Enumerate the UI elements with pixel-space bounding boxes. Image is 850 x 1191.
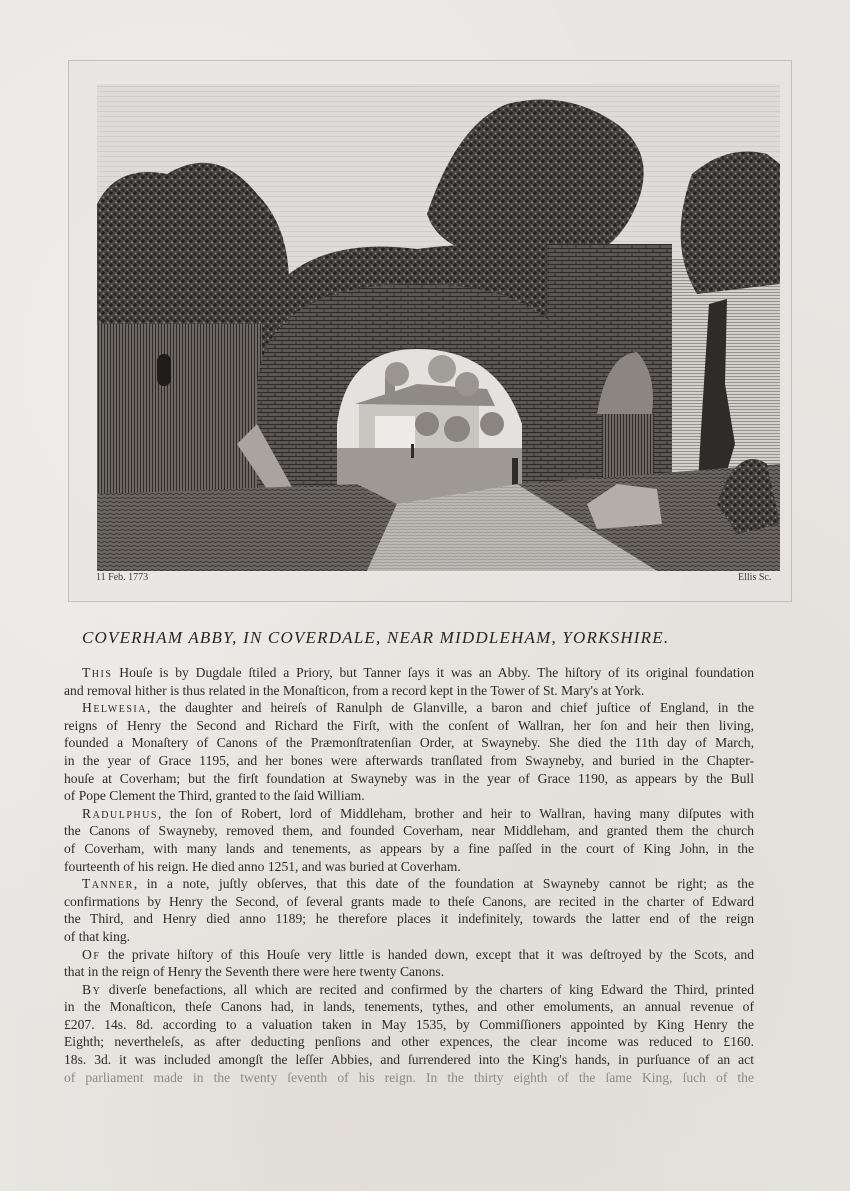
paragraph-line: By diverſe benefactions, all which are recited and confirmed by the charters of king Edward the Third, printed: [82, 981, 754, 997]
paragraph-line-faded: of parliament made in the twenty ſeventh of his reign. In the thirty eighth of the ſame King, ſuch of the: [64, 1069, 754, 1085]
paragraph-line: of Pope Clement the Third, granted to the ſaid William.: [64, 788, 365, 804]
paragraph-line: fourteenth of his reign. He died anno 1251, and was buried at Coverham.: [64, 858, 461, 874]
paragraph-line: in the Monaſticon, theſe Canons had, in lands, tenements, tythes, and other emoluments, an annual revenue of: [64, 999, 754, 1015]
paragraph-line: Of the private hiſtory of this Houſe very little is handed down, except that it was deſtroyed by the Scots, and: [82, 946, 754, 962]
paragraph-lead: Tanner: [82, 876, 134, 892]
paragraph-line: 18s. 3d. it was included amongſt the leſſer Abbies, and ſurrendered into the King's hands, in purſuance of an act: [64, 1052, 754, 1068]
paragraph-line: Helwesia, the daughter and heireſs of Ranulph de Glanville, a baron and chief juſtice of England, in the: [82, 700, 754, 716]
article-body: [64, 664, 754, 1086]
paragraph-lead: Of: [82, 946, 101, 962]
paragraph-line: in the year of Grace 1195, and her bones were afterwards tranſlated from Swayneby, and buried in the Chapter-: [64, 752, 754, 768]
paragraph-lead: Radulphus: [82, 805, 158, 821]
paragraph-line: founded a Monaſtery of Canons of the Præmonſtratenſian Order, at Swayneby. She died the 11th day of March,: [64, 735, 754, 751]
paragraph-line: Radulphus, the ſon of Robert, lord of Middleham, brother and heir to Wallran, having many diſputes with: [82, 805, 754, 821]
paragraph-line: £207. 14s. 8d. according to a valuation taken in May 1535, by Commiſſioners appointed by King Henry the: [64, 1016, 754, 1032]
paragraph-line: the Third, and Henry died anno 1189; he therefore places it indefinitely, towards the latter end of the reign: [64, 911, 754, 927]
paragraph-line: confirmations by Henry the Second, of ſeveral grants made to theſe Canons, are recited in the charter of Edward: [64, 893, 754, 909]
paragraph-line: reigns of Henry the Second and Richard the Firſt, with the conſent of Wallran, her ſon and heir then living,: [64, 717, 754, 733]
paragraph-line: of that king.: [64, 928, 131, 944]
paragraph-line: This Houſe is by Dugdale ſtiled a Priory, but Tanner ſays it was an Abby. The hiſtory of its original foundation: [82, 665, 754, 680]
paragraph-lead: Helwesia: [82, 700, 147, 716]
paragraph-line: the Canons of Swayneby, removed them, and founded Coverham, near Middleham, and granted them the church: [64, 823, 754, 839]
paragraph-line: and removal hither is thus related in the Monaſticon, from a record kept in the Tower of St. Mary's at York.: [64, 682, 645, 698]
paragraph-lead: By: [82, 981, 102, 997]
engraving-illustration: [97, 84, 780, 571]
engraver-credit: Ellis Sc.: [738, 572, 772, 583]
paragraph-line: of Coverham, with many lands and tenements, as appears by a fine paſſed in the court of King John, in the: [64, 840, 754, 856]
arch-ruin-illustration: [97, 84, 780, 571]
paragraph-line: houſe at Coverham; but the firſt foundation at Swayneby was in the year of Grace 1190, as appears by the Bull: [64, 770, 754, 786]
imprint-date: 11 Feb. 1773: [96, 572, 149, 583]
paragraph-line: that in the reign of Henry the Seventh there were here twenty Canons.: [64, 964, 445, 980]
paragraph-line: Tanner, in a note, juſtly obſerves, that this date of the foundation at Swayneby cannot be right; as the: [82, 876, 754, 892]
paragraph-lead: This: [82, 665, 113, 680]
page-title: COVERHAM ABBY, IN COVERDALE, NEAR MIDDLEHAM, YORKSHIRE.: [82, 628, 670, 647]
paragraph-line: Eighth; neverthelеſs, as after deducting penſions and other expences, the clear income was reduced to £160.: [64, 1034, 754, 1050]
